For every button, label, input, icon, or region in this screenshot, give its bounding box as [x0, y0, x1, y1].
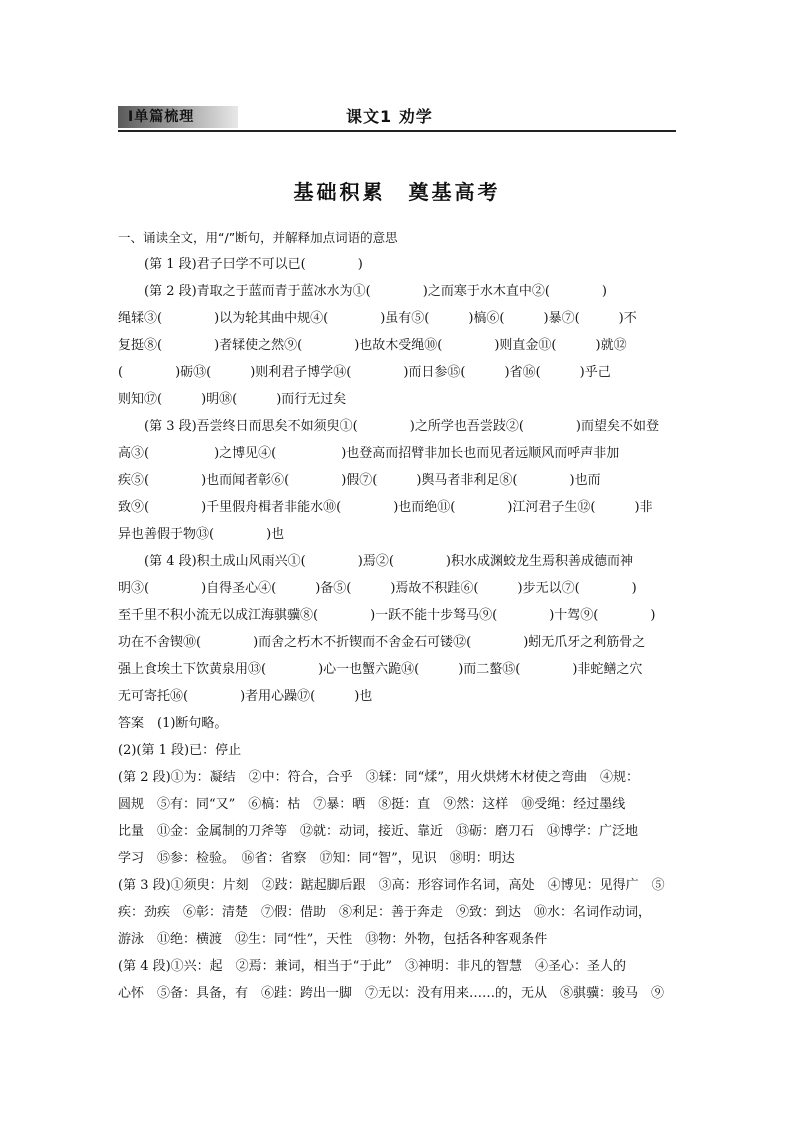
exercise-line: (第 3 段)吾尝终日而思矣不如须臾①( )之所学也吾尝跂②( )而望矣不如登: [144, 419, 659, 434]
section-heading: 一、诵读全文，用“/”断句，并解释加点词语的意思: [118, 230, 398, 245]
exercise-line: 疾⑤( )也而闻者彰⑥( )假⑦( )舆马者非利足⑧( )也而: [118, 473, 601, 488]
page-header: [118, 100, 676, 134]
exercise-line: 明③( )自得圣心④( )备⑤( )焉故不积跬⑥( )步无以⑦( ): [118, 581, 637, 596]
lesson-title: 课文1 劝学: [346, 107, 433, 126]
exercise-line: 强上食埃土下饮黄泉用⑬( )心一也蟹六跪⑭( )而二螯⑮( )非蛇鳝之穴: [118, 662, 643, 677]
answer-line: 比量 ⑪金：金属制的刀斧等 ⑫就：动词，接近、靠近 ⑬砺：磨刀石 ⑭博学：广泛地: [118, 824, 639, 839]
answer-line: 圆规 ⑤有：同“又” ⑥槁：枯 ⑦暴：晒 ⑧挺：直 ⑨然：这样 ⑩受绳：经过墨线: [118, 797, 626, 812]
answer-line: 疾：劲疾 ⑥彰：清楚 ⑦假：借助 ⑧利足：善于奔走 ⑨致：到达 ⑩水：名词作动词，: [118, 905, 652, 920]
section-tag: Ⅰ单篇梳理: [118, 106, 238, 128]
exercise-line: 高③( )之博见④( )也登高而招臂非加长也而见者远顺风而呼声非加: [118, 446, 620, 461]
exercise-line: 复挺⑧( )者𫐓使之然⑨( )也故木受绳⑩( )则直金⑪( )就⑫: [118, 338, 627, 353]
exercise-line: (第 1 段)君子曰学不可以已( ): [144, 257, 363, 272]
exercise-line: ( )砺⑬( )则利君子博学⑭( )而日参⑮( )省⑯( )乎己: [118, 365, 611, 380]
answer-line: 学习 ⑮参：检验。 ⑯省：省察 ⑰知：同“智”，见识 ⑱明：明达: [118, 851, 515, 866]
exercise-line: (第 2 段)青取之于蓝而青于蓝冰水为①( )之而寒于水木直中②( ): [144, 284, 607, 299]
exercise-line: 致⑨( )千里假舟楫者非能水⑩( )也而绝⑪( )江河君子生⑫( )非: [118, 500, 653, 515]
answer-line: 游泳 ⑪绝：横渡 ⑫生：同“性”，天性 ⑬物：外物，包括各种客观条件: [118, 932, 548, 947]
answer-line: (第 2 段)①为：凝结 ②中：符合，合乎 ③𫐓：同“煣”，用火烘烤木材使之弯曲 ④规：: [118, 770, 639, 785]
exercise-line: 异也善假于物⑬( )也: [118, 527, 285, 542]
exercise-line: (第 4 段)积土成山风雨兴①( )焉②( )积水成渊蛟龙生焉积善成德而神: [144, 554, 633, 569]
exercise-line: 则知⑰( )明⑱( )而行无过矣: [118, 392, 347, 407]
answer-line: (2)(第 1 段)已：停止: [118, 743, 242, 758]
exercise-line: 绳𫐓③( )以为轮其曲中规④( )虽有⑤( )槁⑥( )暴⑦( )不: [118, 311, 637, 326]
answer-line: 答案 (1)断句略。: [118, 716, 228, 731]
content-body: [118, 224, 678, 1007]
answer-line: (第 4 段)①兴：起 ②焉：兼词，相当于“于此” ③神明：非凡的智慧 ④圣心：圣人的: [118, 959, 626, 974]
exercise-line: 至千里不积小流无以成江海骐骥⑧( )一跃不能十步驽马⑨( )十驾⑨( ): [118, 608, 656, 623]
header-rule: [118, 130, 676, 132]
exercise-line: 无可寄托⑯( )者用心躁⑰( )也: [118, 689, 373, 704]
answer-line: (第 3 段)①须臾：片刻 ②跂：踮起脚后跟 ③高：形容词作名词，高处 ④博见：见得广 ⑤: [118, 878, 665, 893]
answer-line: 心怀 ⑤备：具备，有 ⑥跬：跨出一脚 ⑦无以：没有用来……的，无从 ⑧骐骥：骏马 ⑨: [118, 986, 665, 1001]
page-title: 基础积累 奠基高考: [293, 180, 501, 204]
exercise-line: 功在不舍锲⑩( )而舍之朽木不折锲而不舍金石可镂⑫( )蚓无爪牙之利筋骨之: [118, 635, 646, 650]
